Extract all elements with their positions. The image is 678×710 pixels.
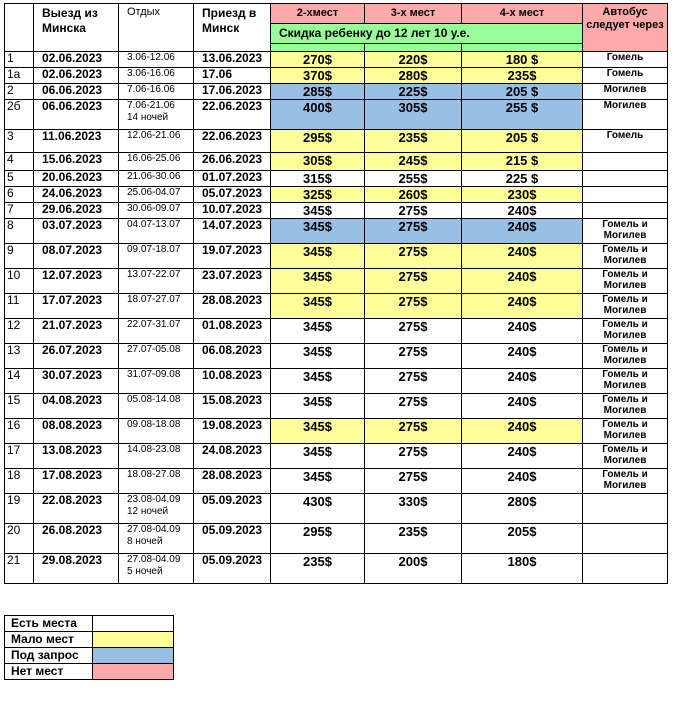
bus-route: Гомель и Могилев — [583, 444, 668, 469]
price-2-bed: 285$ — [271, 84, 365, 100]
table-row — [5, 269, 668, 294]
rest-period — [119, 219, 194, 244]
price-4-bed: 205$ — [462, 524, 583, 554]
price-3-bed: 275$ — [365, 244, 462, 269]
table-row — [5, 219, 668, 244]
departure-date: 04.08.2023 — [34, 394, 119, 419]
table-row — [5, 344, 668, 369]
price-2-bed: 400$ — [271, 100, 365, 130]
rest-dates: 3.06-12.06 — [127, 52, 175, 63]
price-2-bed: 325$ — [271, 187, 365, 203]
price-3-bed: 275$ — [365, 269, 462, 294]
departure-date: 03.07.2023 — [34, 219, 119, 244]
row-number: 12 — [5, 319, 34, 344]
row-number: 18 — [5, 469, 34, 494]
rest-dates: 7.06-16.06 — [127, 84, 175, 95]
row-number: 8 — [5, 219, 34, 244]
rest-dates: 25.06-04.07 — [127, 187, 181, 198]
departure-date: 02.06.2023 — [34, 68, 119, 84]
price-3-bed: 220$ — [365, 52, 462, 68]
table-row — [5, 554, 668, 584]
rest-dates: 04.07-13.07 — [127, 219, 181, 230]
legend-item — [5, 648, 174, 664]
rest-dates: 23.08-04.09 — [127, 494, 181, 505]
table-row — [5, 153, 668, 171]
rest-period — [119, 100, 194, 130]
table-row — [5, 444, 668, 469]
table-row — [5, 171, 668, 187]
rest-dates: 21.06-30.06 — [127, 171, 181, 182]
price-2-bed: 345$ — [271, 444, 365, 469]
price-2-bed: 295$ — [271, 524, 365, 554]
price-3-bed: 275$ — [365, 344, 462, 369]
table-row — [5, 419, 668, 444]
row-number: 19 — [5, 494, 34, 524]
price-3-bed: 275$ — [365, 369, 462, 394]
arrival-date: 17.06 — [194, 68, 271, 84]
price-4-bed: 205 $ — [462, 130, 583, 153]
legend-table — [4, 615, 174, 680]
arrival-date: 26.06.2023 — [194, 153, 271, 171]
rest-dates: 12.06-21.06 — [127, 130, 181, 141]
row-number: 1 — [5, 52, 34, 68]
price-4-bed: 230$ — [462, 187, 583, 203]
departure-date: 24.06.2023 — [34, 187, 119, 203]
arrival-date: 19.07.2023 — [194, 244, 271, 269]
price-4-bed: 240$ — [462, 294, 583, 319]
departure-date: 11.06.2023 — [34, 130, 119, 153]
table-row — [5, 130, 668, 153]
legend-swatch — [93, 664, 174, 680]
rest-dates: 13.07-22.07 — [127, 269, 181, 280]
price-4-bed: 280$ — [462, 494, 583, 524]
row-number: 4 — [5, 153, 34, 171]
departure-date: 06.06.2023 — [34, 84, 119, 100]
departure-date: 06.06.2023 — [34, 100, 119, 130]
price-4-bed: 240$ — [462, 469, 583, 494]
row-number: 17 — [5, 444, 34, 469]
price-4-bed: 255 $ — [462, 100, 583, 130]
price-3-bed: 305$ — [365, 100, 462, 130]
price-3-bed: 275$ — [365, 444, 462, 469]
bus-route: Гомель — [583, 68, 668, 84]
bus-route: Гомель и Могилев — [583, 394, 668, 419]
legend-label: Есть места — [5, 616, 93, 632]
price-2-bed: 270$ — [271, 52, 365, 68]
bus-route: Гомель — [583, 130, 668, 153]
rest-nights: 5 ночей — [127, 566, 163, 577]
price-3-bed: 200$ — [365, 554, 462, 584]
price-2-bed: 235$ — [271, 554, 365, 584]
rest-period — [119, 130, 194, 153]
price-4-bed: 180$ — [462, 554, 583, 584]
price-4-bed: 225 $ — [462, 171, 583, 187]
row-number: 9 — [5, 244, 34, 269]
row-number: 14 — [5, 369, 34, 394]
row-number: 5 — [5, 171, 34, 187]
header-row — [5, 4, 668, 24]
legend-label: Нет мест — [5, 664, 93, 680]
header-bus: Автобус следует через — [583, 4, 668, 52]
price-2-bed: 370$ — [271, 68, 365, 84]
table-row — [5, 394, 668, 419]
legend-item — [5, 664, 174, 680]
row-number: 2б — [5, 100, 34, 130]
price-3-bed: 275$ — [365, 469, 462, 494]
departure-date: 29.08.2023 — [34, 554, 119, 584]
rest-dates: 30.06-09.07 — [127, 203, 181, 214]
arrival-date: 15.08.2023 — [194, 394, 271, 419]
rest-period — [119, 394, 194, 419]
rest-period — [119, 294, 194, 319]
price-4-bed: 240$ — [462, 394, 583, 419]
price-2-bed: 345$ — [271, 203, 365, 219]
bus-route — [583, 153, 668, 171]
arrival-date: 01.08.2023 — [194, 319, 271, 344]
bus-route: Гомель и Могилев — [583, 319, 668, 344]
bus-route — [583, 494, 668, 524]
bus-route: Гомель и Могилев — [583, 269, 668, 294]
rest-dates: 09.08-18.08 — [127, 419, 181, 430]
rest-dates: 27.08-04.09 — [127, 524, 181, 535]
arrival-date: 13.06.2023 — [194, 52, 271, 68]
row-number: 7 — [5, 203, 34, 219]
price-2-bed: 345$ — [271, 219, 365, 244]
rest-period — [119, 369, 194, 394]
arrival-date: 17.06.2023 — [194, 84, 271, 100]
price-4-bed: 240$ — [462, 203, 583, 219]
table-row — [5, 319, 668, 344]
price-3-bed: 275$ — [365, 294, 462, 319]
price-4-bed: 240$ — [462, 444, 583, 469]
header-departure: Выезд из Минска — [34, 4, 119, 52]
departure-date: 12.07.2023 — [34, 269, 119, 294]
arrival-date: 14.07.2023 — [194, 219, 271, 244]
rest-period — [119, 187, 194, 203]
table-row — [5, 369, 668, 394]
rest-dates: 16.06-25.06 — [127, 153, 181, 164]
arrival-date: 05.09.2023 — [194, 494, 271, 524]
price-2-bed: 430$ — [271, 494, 365, 524]
tour-schedule-table — [4, 3, 668, 584]
table-row — [5, 187, 668, 203]
rest-period — [119, 319, 194, 344]
arrival-date: 05.09.2023 — [194, 554, 271, 584]
row-number: 6 — [5, 187, 34, 203]
arrival-date: 10.08.2023 — [194, 369, 271, 394]
price-2-bed: 345$ — [271, 269, 365, 294]
departure-date: 29.06.2023 — [34, 203, 119, 219]
price-3-bed: 275$ — [365, 219, 462, 244]
departure-date: 13.08.2023 — [34, 444, 119, 469]
price-3-bed: 260$ — [365, 187, 462, 203]
row-number: 15 — [5, 394, 34, 419]
rest-period — [119, 52, 194, 68]
rest-dates: 31.07-09.08 — [127, 369, 181, 380]
table-row — [5, 294, 668, 319]
departure-date: 26.08.2023 — [34, 524, 119, 554]
departure-date: 20.06.2023 — [34, 171, 119, 187]
rest-period — [119, 171, 194, 187]
price-4-bed: 205 $ — [462, 84, 583, 100]
rest-dates: 3.06-16.06 — [127, 68, 175, 79]
price-4-bed: 240$ — [462, 244, 583, 269]
price-2-bed: 345$ — [271, 244, 365, 269]
price-2-bed: 315$ — [271, 171, 365, 187]
arrival-date: 01.07.2023 — [194, 171, 271, 187]
header-room-4: 4-х мест — [462, 4, 583, 24]
price-2-bed: 305$ — [271, 153, 365, 171]
rest-period — [119, 269, 194, 294]
legend-item — [5, 632, 174, 648]
bus-route: Гомель и Могилев — [583, 469, 668, 494]
price-4-bed: 180 $ — [462, 52, 583, 68]
rest-period — [119, 469, 194, 494]
rest-dates: 7.06-21.06 — [127, 100, 175, 111]
legend-swatch — [93, 632, 174, 648]
arrival-date: 10.07.2023 — [194, 203, 271, 219]
departure-date: 17.07.2023 — [34, 294, 119, 319]
legend-swatch — [93, 616, 174, 632]
price-2-bed: 345$ — [271, 419, 365, 444]
row-number: 21 — [5, 554, 34, 584]
price-3-bed: 245$ — [365, 153, 462, 171]
legend-label: Под запрос — [5, 648, 93, 664]
table-row — [5, 68, 668, 84]
row-number: 2 — [5, 84, 34, 100]
rest-period — [119, 494, 194, 524]
price-4-bed: 240$ — [462, 369, 583, 394]
arrival-date: 05.09.2023 — [194, 524, 271, 554]
rest-dates: 09.07-18.07 — [127, 244, 181, 255]
rest-period — [119, 153, 194, 171]
price-4-bed: 240$ — [462, 219, 583, 244]
rest-dates: 22.07-31.07 — [127, 319, 181, 330]
rest-period — [119, 68, 194, 84]
price-3-bed: 235$ — [365, 130, 462, 153]
bus-route — [583, 524, 668, 554]
discount-note: Скидка ребенку до 12 лет 10 у.е. — [271, 24, 583, 44]
rest-dates: 05.08-14.08 — [127, 394, 181, 405]
departure-date: 17.08.2023 — [34, 469, 119, 494]
price-3-bed: 225$ — [365, 84, 462, 100]
table-row — [5, 203, 668, 219]
arrival-date: 24.08.2023 — [194, 444, 271, 469]
price-4-bed: 215 $ — [462, 153, 583, 171]
arrival-date: 22.06.2023 — [194, 100, 271, 130]
price-2-bed: 345$ — [271, 469, 365, 494]
departure-date: 30.07.2023 — [34, 369, 119, 394]
rest-nights: 8 ночей — [127, 536, 163, 547]
price-2-bed: 345$ — [271, 394, 365, 419]
arrival-date: 06.08.2023 — [194, 344, 271, 369]
rest-period — [119, 244, 194, 269]
rest-period — [119, 84, 194, 100]
rest-dates: 27.08-04.09 — [127, 554, 181, 565]
rest-period — [119, 554, 194, 584]
rest-dates: 18.07-27.07 — [127, 294, 181, 305]
arrival-date: 05.07.2023 — [194, 187, 271, 203]
legend-swatch — [93, 648, 174, 664]
table-row — [5, 494, 668, 524]
header-arrival: Приезд в Минск — [194, 4, 271, 52]
bus-route: Гомель и Могилев — [583, 219, 668, 244]
price-2-bed: 345$ — [271, 369, 365, 394]
bus-route: Гомель и Могилев — [583, 294, 668, 319]
bus-route — [583, 171, 668, 187]
departure-date: 02.06.2023 — [34, 52, 119, 68]
bus-route: Могилев — [583, 84, 668, 100]
departure-date: 22.08.2023 — [34, 494, 119, 524]
rest-dates: 27.07-05.08 — [127, 344, 181, 355]
price-3-bed: 275$ — [365, 419, 462, 444]
departure-date: 26.07.2023 — [34, 344, 119, 369]
table-row — [5, 84, 668, 100]
price-2-bed: 345$ — [271, 294, 365, 319]
row-number: 13 — [5, 344, 34, 369]
row-number: 1а — [5, 68, 34, 84]
price-4-bed: 240$ — [462, 419, 583, 444]
header-room-2: 2-хмест — [271, 4, 365, 24]
price-3-bed: 235$ — [365, 524, 462, 554]
header-rest: Отдых — [119, 4, 194, 52]
departure-date: 08.08.2023 — [34, 419, 119, 444]
arrival-date: 28.08.2023 — [194, 294, 271, 319]
rest-nights: 12 ночей — [127, 506, 169, 517]
price-4-bed: 240$ — [462, 344, 583, 369]
departure-date: 21.07.2023 — [34, 319, 119, 344]
rest-nights: 14 ночей — [127, 112, 169, 123]
arrival-date: 22.06.2023 — [194, 130, 271, 153]
departure-date: 15.06.2023 — [34, 153, 119, 171]
table-row — [5, 524, 668, 554]
legend-label: Мало мест — [5, 632, 93, 648]
rest-period — [119, 344, 194, 369]
table-row — [5, 52, 668, 68]
price-4-bed: 240$ — [462, 319, 583, 344]
header-room-3: 3-х мест — [365, 4, 462, 24]
price-2-bed: 345$ — [271, 319, 365, 344]
rest-period — [119, 419, 194, 444]
price-3-bed: 275$ — [365, 394, 462, 419]
price-3-bed: 275$ — [365, 319, 462, 344]
price-4-bed: 235$ — [462, 68, 583, 84]
bus-route: Гомель и Могилев — [583, 419, 668, 444]
departure-date: 08.07.2023 — [34, 244, 119, 269]
price-2-bed: 345$ — [271, 344, 365, 369]
row-number: 3 — [5, 130, 34, 153]
bus-route — [583, 554, 668, 584]
rest-period — [119, 524, 194, 554]
bus-route — [583, 203, 668, 219]
rest-dates: 18.08-27.08 — [127, 469, 181, 480]
table-row — [5, 100, 668, 130]
bus-route — [583, 187, 668, 203]
row-number: 10 — [5, 269, 34, 294]
row-number: 11 — [5, 294, 34, 319]
price-3-bed: 280$ — [365, 68, 462, 84]
arrival-date: 28.08.2023 — [194, 469, 271, 494]
row-number: 20 — [5, 524, 34, 554]
price-4-bed: 240$ — [462, 269, 583, 294]
legend-item — [5, 616, 174, 632]
rest-dates: 14.08-23.08 — [127, 444, 181, 455]
rest-period — [119, 203, 194, 219]
price-3-bed: 275$ — [365, 203, 462, 219]
arrival-date: 19.08.2023 — [194, 419, 271, 444]
table-row — [5, 244, 668, 269]
arrival-date: 23.07.2023 — [194, 269, 271, 294]
rest-period — [119, 444, 194, 469]
price-2-bed: 295$ — [271, 130, 365, 153]
bus-route: Гомель и Могилев — [583, 369, 668, 394]
bus-route: Гомель — [583, 52, 668, 68]
price-3-bed: 330$ — [365, 494, 462, 524]
schedule-rows — [5, 52, 668, 584]
row-number: 16 — [5, 419, 34, 444]
bus-route: Гомель и Могилев — [583, 344, 668, 369]
table-row — [5, 469, 668, 494]
bus-route: Гомель и Могилев — [583, 244, 668, 269]
bus-route: Могилев — [583, 100, 668, 130]
price-3-bed: 255$ — [365, 171, 462, 187]
header-number — [5, 4, 34, 52]
